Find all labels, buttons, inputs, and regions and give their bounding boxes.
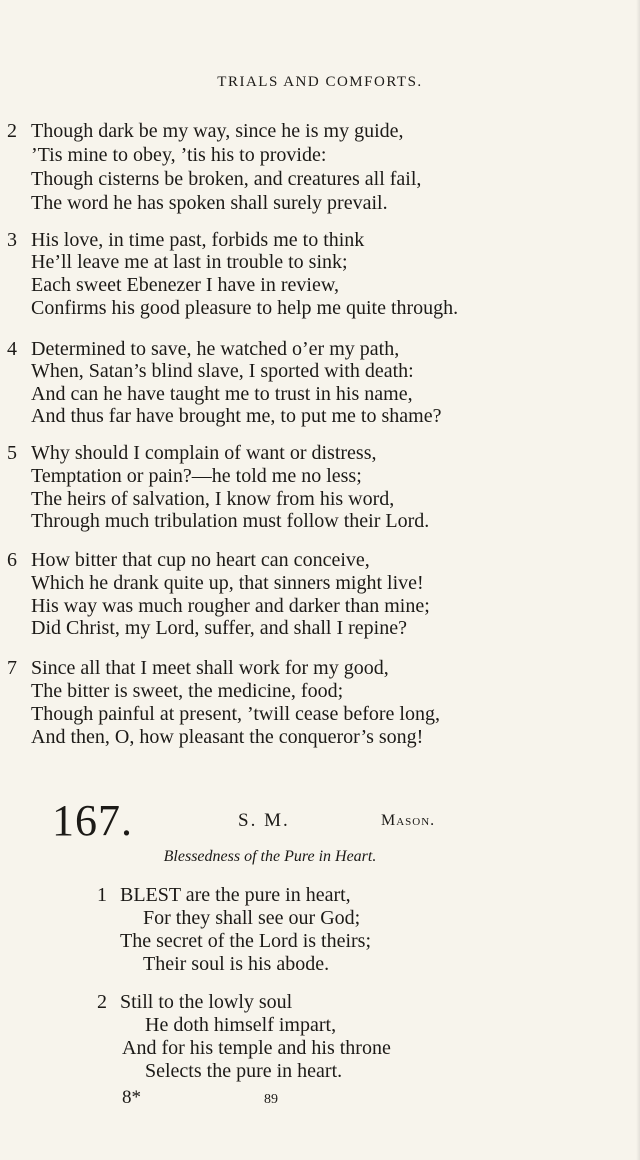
hymn-meter: S. M. <box>238 810 290 831</box>
verse-line: Which he drank quite up, that sinners might live! <box>31 572 424 594</box>
verse-line: Did Christ, my Lord, suffer, and shall I repine? <box>31 617 407 639</box>
verse-number: 6 <box>7 549 17 571</box>
verse-line: Determined to save, he watched o’er my path, <box>31 338 400 360</box>
verse-line: He’ll leave me at last in trouble to sink; <box>31 251 348 273</box>
verse-line: His way was much rougher and darker than mine; <box>31 595 430 617</box>
hymn-subtitle: Blessedness of the Pure in Heart. <box>163 848 377 865</box>
verse-line: The heirs of salvation, I know from his word, <box>31 488 395 510</box>
verse-line: ’Tis mine to obey, ’tis his to provide: <box>31 144 327 166</box>
verse-line: And thus far have brought me, to put me to shame? <box>31 405 442 427</box>
stanza-line: And for his temple and his throne <box>122 1037 391 1059</box>
hymn-number: 167. <box>52 796 133 845</box>
stanza-number: 2 <box>97 991 107 1013</box>
verse-number: 7 <box>7 657 17 679</box>
stanza-line: Selects the pure in heart. <box>145 1060 343 1082</box>
verse-line: Each sweet Ebenezer I have in review, <box>31 274 339 296</box>
verse-line: Why should I complain of want or distress, <box>31 442 377 464</box>
page-number: 89 <box>264 1092 278 1107</box>
page-edge-shadow <box>636 0 640 1160</box>
stanza-line: BLEST are the pure in heart, <box>120 884 351 906</box>
verse-line: When, Satan’s blind slave, I sported with death: <box>31 360 414 382</box>
verse-line: Though painful at present, ’twill cease before long, <box>31 703 440 725</box>
stanza-line: The secret of the Lord is theirs; <box>120 930 372 952</box>
stanza-line: Their soul is his abode. <box>143 953 330 975</box>
signature-mark: 8* <box>122 1087 141 1108</box>
stanza-line: Still to the lowly soul <box>120 991 293 1013</box>
verse-line: The word he has spoken shall surely prevail. <box>31 192 388 214</box>
stanza-line: For they shall see our God; <box>143 907 361 929</box>
verse-line: Through much tribulation must follow their Lord. <box>31 510 430 532</box>
running-head: TRIALS AND COMFORTS. <box>217 74 423 90</box>
hymn-tune: Mason. <box>381 812 436 829</box>
stanza-number: 1 <box>97 884 107 906</box>
verse-line: Though cisterns be broken, and creatures all fail, <box>31 168 422 190</box>
verse-line: The bitter is sweet, the medicine, food; <box>31 680 344 702</box>
verse-number: 3 <box>7 229 17 251</box>
verse-line: Though dark be my way, since he is my guide, <box>31 120 404 142</box>
verse-number: 4 <box>7 338 17 360</box>
verse-line: Since all that I meet shall work for my good, <box>31 657 389 679</box>
verse-line: Temptation or pain?—he told me no less; <box>31 465 362 487</box>
verse-number: 2 <box>7 120 17 142</box>
verse-line: And then, O, how pleasant the conqueror’s song! <box>31 726 424 748</box>
stanza-line: He doth himself impart, <box>145 1014 337 1036</box>
verse-number: 5 <box>7 442 17 464</box>
verse-line: How bitter that cup no heart can conceive, <box>31 549 370 571</box>
verse-line: His love, in time past, forbids me to think <box>31 229 365 251</box>
verse-line: And can he have taught me to trust in his name, <box>31 383 413 405</box>
verse-line: Confirms his good pleasure to help me quite through. <box>31 297 459 319</box>
